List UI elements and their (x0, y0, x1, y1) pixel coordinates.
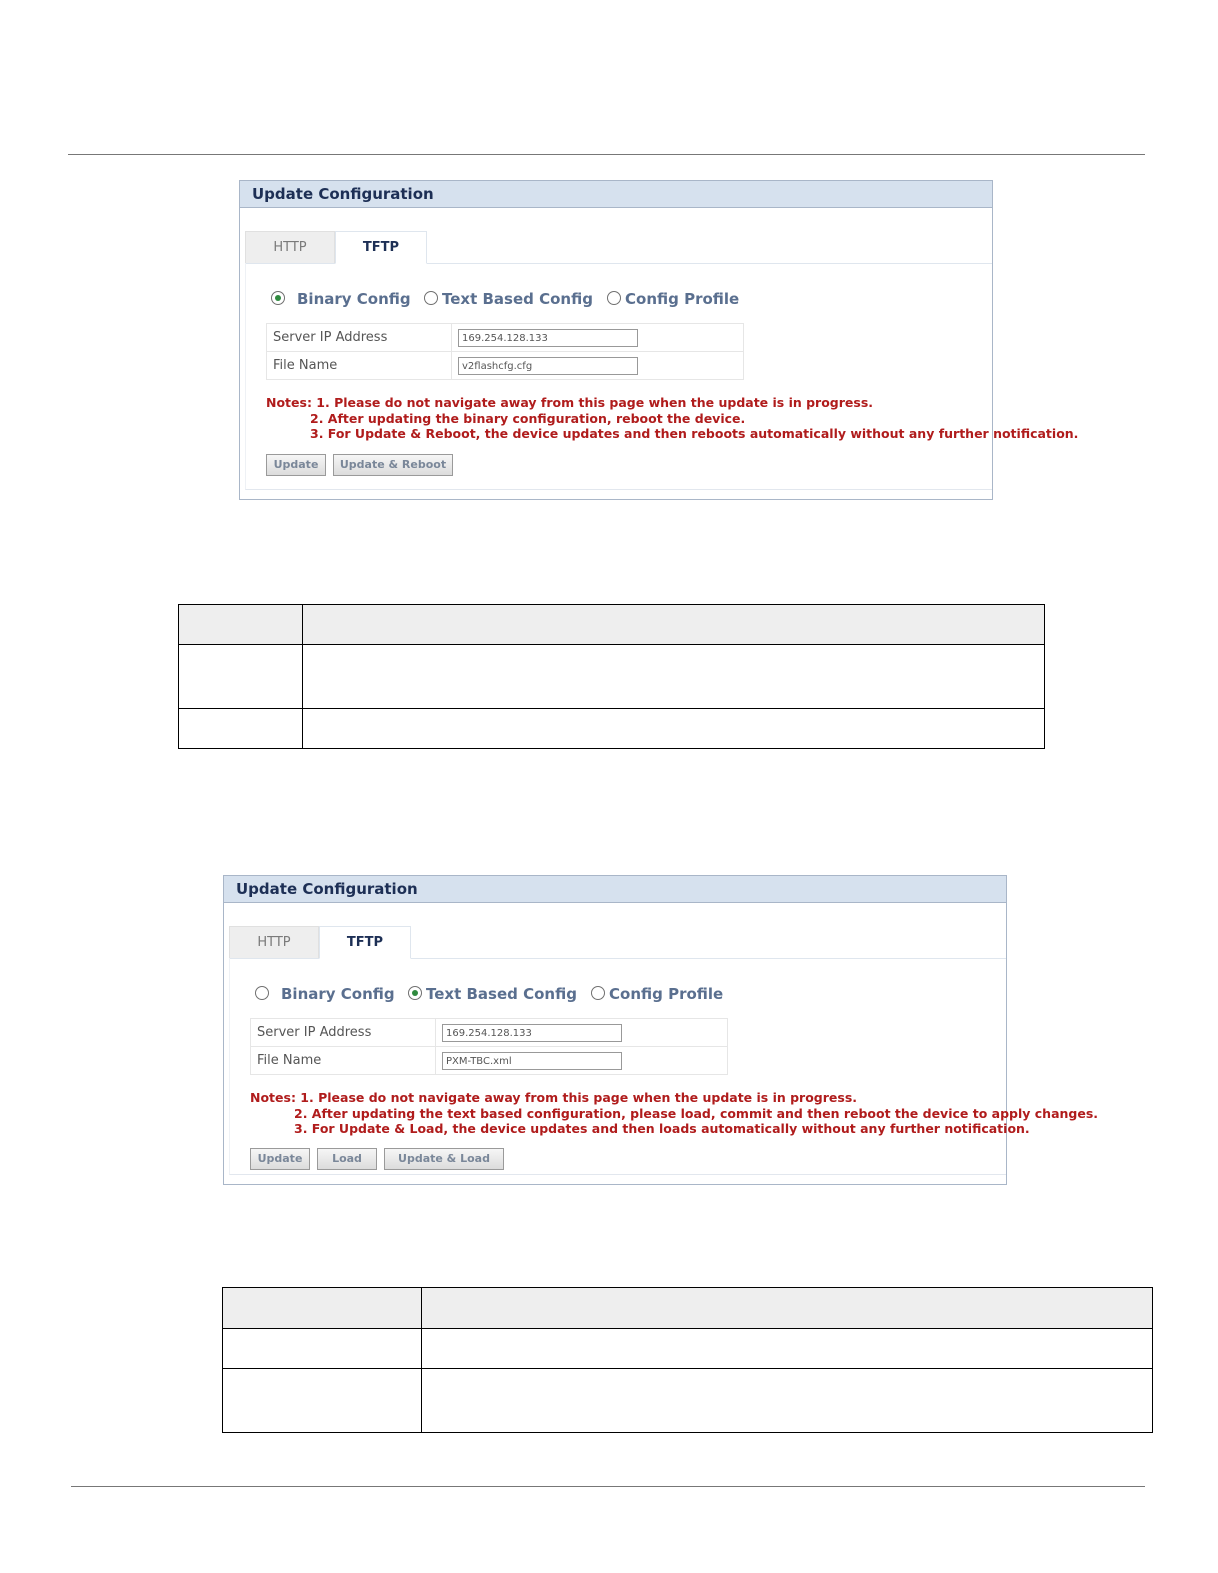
radio-label: Text Based Config (442, 290, 593, 308)
file-name-input[interactable]: PXM-TBC.xml (442, 1052, 622, 1070)
file-name-label: File Name (251, 1047, 436, 1075)
update-configuration-panel-binary (239, 180, 1079, 500)
parameter-table-1 (178, 604, 1045, 749)
table-cell (223, 1369, 422, 1433)
table-cell (179, 709, 303, 749)
radio-button-icon[interactable] (424, 291, 438, 305)
tab-bar (245, 231, 992, 264)
note-line: 3. For Update & Reboot, the device updates and then reboots automatically without any further notification. (310, 426, 1079, 441)
radio-label: Binary Config (281, 985, 395, 1003)
file-name-cell (436, 1047, 728, 1075)
table-row (267, 324, 744, 352)
table-header-cell (223, 1288, 422, 1329)
table-cell (422, 1329, 1153, 1369)
server-ip-cell (436, 1019, 728, 1047)
server-ip-input[interactable]: 169.254.128.133 (458, 329, 638, 347)
radio-button-icon[interactable] (591, 986, 605, 1000)
tftp-settings-table (266, 323, 744, 380)
table-cell (303, 709, 1045, 749)
table-row (251, 1047, 728, 1075)
table-cell (422, 1369, 1153, 1433)
notes (266, 395, 1078, 442)
radio-button-icon[interactable] (607, 291, 621, 305)
tab-tftp[interactable]: TFTP (335, 231, 427, 264)
note-line: 3. For Update & Load, the device updates and then loads automatically without any further notification. (294, 1121, 1030, 1136)
note-line: 2. After updating the binary configuration, reboot the device. (310, 410, 746, 426)
table-header-cell (422, 1288, 1153, 1329)
file-name-label: File Name (267, 352, 452, 380)
table-row (179, 709, 1045, 749)
radio-label: Text Based Config (426, 985, 577, 1003)
table-header-cell (303, 605, 1045, 645)
radio-button-icon[interactable] (255, 986, 269, 1000)
table-row (179, 645, 1045, 709)
update-button[interactable]: Update (266, 454, 326, 476)
server-ip-label: Server IP Address (267, 324, 452, 352)
tftp-settings-table (250, 1018, 728, 1075)
table-header-row (223, 1288, 1153, 1329)
panel-title: Update Configuration (224, 876, 1006, 903)
note-line: 2. After updating the text based configuration, please load, commit and then reboot the device to apply changes. (294, 1105, 1099, 1121)
table-header-row (179, 605, 1045, 645)
update-and-reboot-button[interactable]: Update & Reboot (333, 454, 453, 476)
update-button[interactable]: Update (250, 1148, 310, 1170)
table-cell (303, 645, 1045, 709)
server-ip-input[interactable]: 169.254.128.133 (442, 1024, 622, 1042)
update-and-load-button[interactable]: Update & Load (384, 1148, 504, 1170)
table-cell (223, 1329, 422, 1369)
file-name-input[interactable]: v2flashcfg.cfg (458, 357, 638, 375)
table-row (223, 1369, 1153, 1433)
radio-button-checked-icon[interactable] (408, 986, 422, 1000)
table-row (223, 1329, 1153, 1369)
radio-text-based-config[interactable] (407, 984, 577, 1004)
radio-label: Binary Config (297, 290, 411, 308)
table-cell (179, 645, 303, 709)
load-button[interactable]: Load (317, 1148, 377, 1170)
radio-label: Config Profile (609, 985, 724, 1003)
note-line: Notes: 1. Please do not navigate away from this page when the update is in progress. (266, 395, 874, 410)
radio-binary-config[interactable] (270, 289, 420, 309)
radio-button-checked-icon[interactable] (271, 291, 285, 305)
parameter-table-2 (222, 1287, 1153, 1433)
radio-config-profile[interactable] (590, 984, 730, 1004)
tab-http[interactable]: HTTP (245, 231, 335, 263)
table-row (267, 352, 744, 380)
tab-tftp[interactable]: TFTP (319, 926, 411, 959)
notes (250, 1090, 1098, 1137)
radio-config-profile[interactable] (606, 289, 746, 309)
server-ip-cell (452, 324, 744, 352)
table-header-cell (179, 605, 303, 645)
file-name-cell (452, 352, 744, 380)
server-ip-label: Server IP Address (251, 1019, 436, 1047)
note-line: Notes: 1. Please do not navigate away from this page when the update is in progress. (250, 1090, 858, 1105)
radio-text-based-config[interactable] (423, 289, 593, 309)
update-configuration-panel-text-based (223, 875, 1099, 1185)
bottom-rule (71, 1486, 1145, 1487)
radio-label: Config Profile (625, 290, 740, 308)
table-row (251, 1019, 728, 1047)
tab-http[interactable]: HTTP (229, 926, 319, 958)
top-rule (68, 154, 1145, 155)
radio-binary-config[interactable] (254, 984, 404, 1004)
tab-bar (229, 926, 1006, 959)
panel-title: Update Configuration (240, 181, 992, 208)
